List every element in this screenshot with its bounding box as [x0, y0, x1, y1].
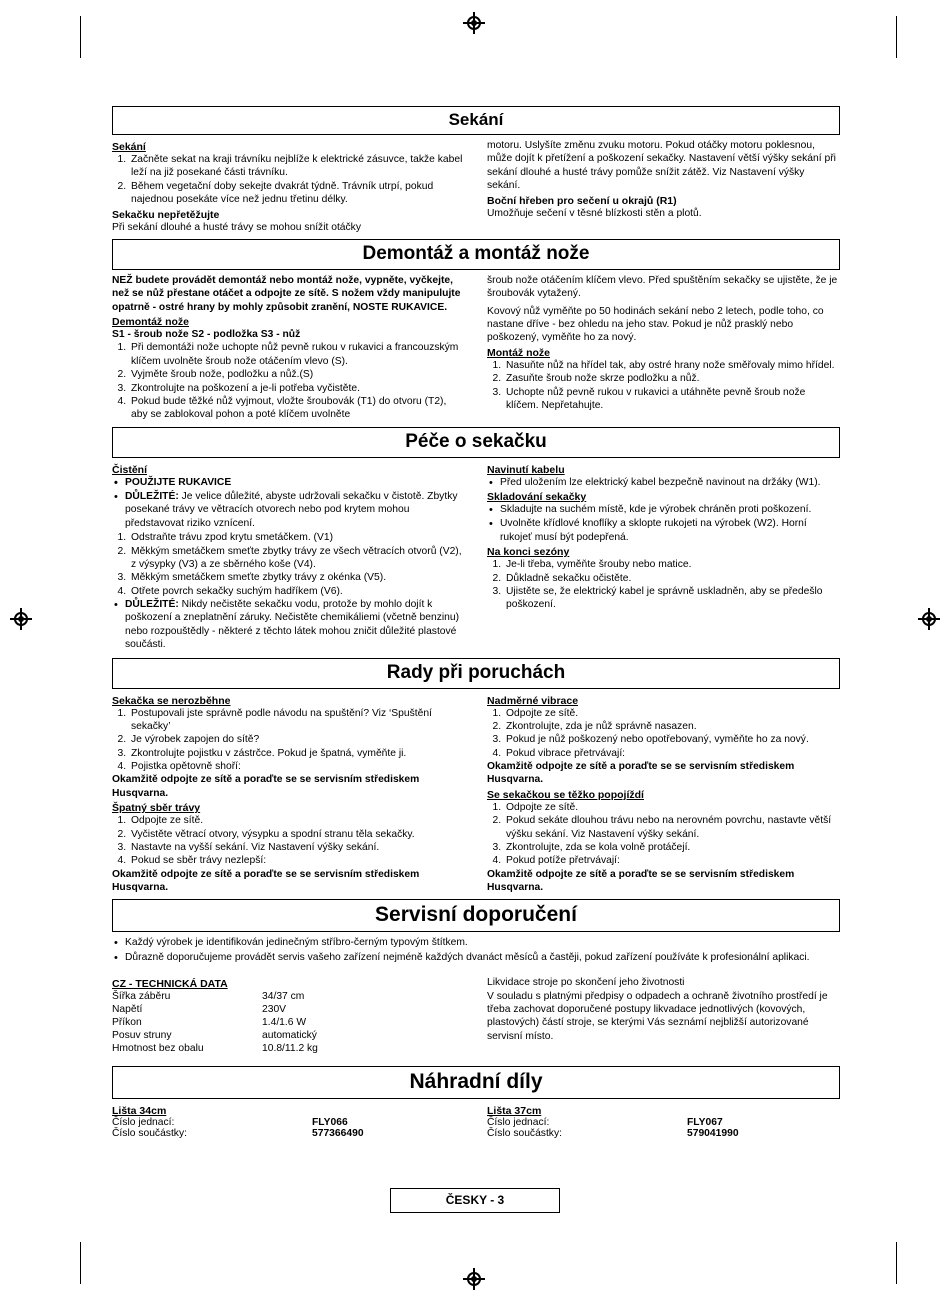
registration-mark-top: [463, 12, 485, 34]
important-label: DŮLEŽITÉ:: [125, 491, 179, 502]
demontaz-legend: S1 - šroub nože S2 - podložka S3 - nůž: [112, 329, 301, 340]
table-row: [112, 1016, 318, 1029]
popojizdi-list: [487, 801, 840, 868]
list-item: 4. Pokud bude těžké nůž vyjmout, vložte šroubovák (T1) do otvoru (T2), aby se zablokoval pohon a poté klíčem uvolněte: [129, 395, 465, 422]
list-item: 4. Pokud potíže přetrvávají:: [504, 854, 840, 867]
cisteni-bullets: [112, 476, 465, 531]
specs-right-column: [487, 976, 840, 1055]
list-item: 2. Vyjměte šroub nože, podložku a nůž.(S): [129, 368, 465, 381]
spec-value: 1.4/1.6 W: [262, 1017, 307, 1029]
list-item: 4. Pokud vibrace přetrvávají:: [504, 747, 840, 760]
page-footer: ČESKY - 3: [390, 1188, 560, 1213]
table-row: [112, 1003, 318, 1016]
list-item: 2. Zasuňte šroub nože skrze podložku a nůž.: [504, 372, 840, 385]
list-item: 2. Důkladně sekačku očistěte.: [504, 572, 840, 585]
list-item: 2. Měkkým smetáčkem smeťte zbytky trávy ze všech větracích otvorů (V2), z výsypky (V3) a ze sběrného koše (V4).: [129, 545, 465, 572]
list-item: [125, 490, 465, 530]
spatny-sber-warning: Okamžitě odpojte ze sítě a poraďte se se servisním střediskem Husqvarna.: [112, 868, 420, 893]
section-title-rady: Rady při poruchách: [112, 658, 840, 689]
crop-mark-top-left: [80, 16, 81, 58]
list-item: 1. Začněte sekat na kraji trávníku nejblíže k elektrické zásuvce, takže kabel leží na již posekané části trávníku.: [129, 153, 465, 180]
list-item: 3. Ujistěte se, že elektrický kabel je správně uskladněn, aby se předešlo poškození.: [504, 585, 840, 612]
list-item: 1. Odpojte ze sítě.: [129, 814, 465, 827]
sekani-edge-comb-text: Umožňuje sečení v těsné blízkosti stěn a plotů.: [487, 207, 702, 219]
spec-value: 230V: [262, 1004, 287, 1016]
spec-value: 34/37 cm: [262, 991, 305, 1003]
list-item: 1. Při demontáži nože uchopte nůž pevně rukou v rukavici a francouzským klíčem uvolněte šroub nože otáčením vlevo (S).: [129, 341, 465, 368]
list-item: 1. Nasuňte nůž na hřídel tak, aby ostré hrany nože směřovaly mimo hřídel.: [504, 359, 840, 372]
list-item: 3. Měkkým smetáčkem smeťte zbytky trávy z okénka (V5).: [129, 571, 465, 584]
spec-label: Šířka záběru: [112, 991, 171, 1003]
sekani-right-column: [487, 139, 840, 234]
specs-title: CZ - TECHNICKÁ DATA: [112, 978, 228, 991]
rady-left-column: [112, 693, 465, 895]
cisteni-heading: Čistění: [112, 463, 148, 476]
section-title-sekani: Sekání: [112, 106, 840, 135]
list-item: 4. Otřete povrch sekačky suchým hadříkem (V6).: [129, 585, 465, 598]
rady-right-column: [487, 693, 840, 895]
spec-label: Posuv struny: [112, 1030, 172, 1042]
popojizdi-warning: Okamžitě odpojte ze sítě a poraďte se se servisním střediskem Husqvarna.: [487, 868, 795, 893]
document-content: [112, 106, 840, 1139]
specs-table: [112, 990, 318, 1055]
list-item: • Uvolněte křídlové knoflíky a sklopte rukojeti na výrobek (W2). Horní rukojeť musí být podepřená.: [500, 517, 840, 544]
list-item: 2. Vyčistěte větrací otvory, výsypku a spodní stranu těla sekačky.: [129, 828, 465, 841]
spec-value: 10.8/11.2 kg: [262, 1043, 318, 1055]
spec-label: Hmotnost bez obalu: [112, 1043, 204, 1055]
parts-heading: Lišta 37cm: [487, 1105, 542, 1118]
parts-row: [487, 1128, 840, 1139]
parts-label: Číslo jednací:: [112, 1117, 175, 1129]
sekani-heading-overload: Sekačku nepřetěžujte: [112, 208, 220, 221]
sekani-continued-text: motoru. Uslyšíte změnu zvuku motoru. Pokud otáčky motoru poklesnou, může dojít k přetížení a poškození sekačky. Nastavení větší výšky sekání při sekání dlouhé a husté trávy pomůže snížit zátěž. Viz Nastavení výšky sekání.: [487, 140, 836, 192]
parts-value: 577366490: [312, 1128, 364, 1140]
pece-right-column: [487, 462, 840, 653]
crop-mark-bottom-right: [896, 1242, 897, 1284]
registration-mark-left: [10, 608, 32, 630]
cisteni-list: [112, 531, 465, 598]
skladovani-bullets: [487, 503, 840, 544]
konec-sezony-heading: Na konci sezóny: [487, 546, 570, 559]
nerozbehne-list: [112, 707, 465, 774]
parts-column-34cm: [112, 1103, 465, 1139]
demontaz-warning: NEŽ budete provádět demontáž nebo montáž nože, vypněte, vyčkejte, než se nůž přestane otáčet a odpojte ze sítě. S nožem vždy manipulujte opatrně - ostré hrany by mohly způsobit zranění, NOSTE RUKAVICE.: [112, 274, 461, 313]
parts-label: Číslo součástky:: [487, 1128, 562, 1140]
montaz-heading: Montáž nože: [487, 346, 550, 359]
list-item: 4. Pokud se sběr trávy nezlepší:: [129, 854, 465, 867]
section-body-rady: [112, 693, 840, 895]
cisteni-bullets-2: [112, 598, 465, 652]
demontaz-continued-text: šroub nože otáčením klíčem vlevo. Před spuštěním sekačky se ujistěte, že je šroubovák vytažený.: [487, 274, 838, 300]
list-item: • Důrazně doporučujeme provádět servis vašeho zařízení nejméně každých dvanáct měsíců a častěji, pokud zařízení používáte k profesionální aplikaci.: [125, 951, 840, 964]
section-title-nahradni-dily: Náhradní díly: [112, 1066, 840, 1099]
list-item: • Před uložením lze elektrický kabel bezpečně navinout na držáky (W1).: [500, 476, 840, 489]
crop-mark-bottom-left: [80, 1242, 81, 1284]
list-item: [125, 598, 465, 652]
skladovani-heading: Skladování sekačky: [487, 491, 587, 503]
important-text: Je velice důležité, abyste udržovali sekačku v čistotě. Zbytky posekané trávy ve větracích otvorech nebo pod krytem mohou představovat riziko vznícení.: [125, 491, 458, 529]
demontaz-right-column: [487, 274, 840, 422]
demontaz-heading: Demontáž nože: [112, 316, 190, 328]
list-item: • POUŽIJTE RUKAVICE: [125, 476, 465, 489]
list-item: 3. Zkontrolujte na poškození a je-li potřeba vyčistěte.: [129, 382, 465, 395]
registration-mark-right: [918, 608, 940, 630]
list-item: 1. Odstraňte trávu zpod krytu smetáčkem. (V1): [129, 531, 465, 544]
vibrace-warning: Okamžitě odpojte ze sítě a poraďte se se servisním střediskem Husqvarna.: [487, 761, 795, 786]
specs-left-column: [112, 976, 465, 1055]
spatny-sber-heading: Špatný sběr trávy: [112, 802, 201, 815]
spec-label: Napětí: [112, 1004, 143, 1016]
konec-sezony-list: [487, 558, 840, 612]
demontaz-list: [112, 341, 465, 421]
list-item: 3. Zkontrolujte pojistku v zástrčce. Pokud je špatná, vyměňte ji.: [129, 747, 465, 760]
sekani-note: Při sekání dlouhé a husté trávy se mohou snížit otáčky: [112, 221, 361, 233]
table-row: [112, 1029, 318, 1042]
parts-row: [112, 1117, 465, 1128]
list-item: 1. Odpojte ze sítě.: [504, 801, 840, 814]
montaz-list: [487, 359, 840, 413]
important-label-2: DŮLEŽITÉ:: [125, 599, 179, 610]
crop-mark-top-right: [896, 16, 897, 58]
nerozbehne-warning: Okamžitě odpojte ze sítě a poraďte se se servisním střediskem Husqvarna.: [112, 774, 420, 799]
parts-value: FLY066: [312, 1117, 348, 1129]
parts-label: Číslo jednací:: [487, 1117, 550, 1129]
list-item: 1. Postupovali jste správně podle návodu na spuštění? Viz ‘Spuštění sekačky’: [129, 707, 465, 734]
popojizdi-heading: Se sekačkou se těžko popojíždí: [487, 788, 644, 801]
sekani-edge-comb-heading: Boční hřeben pro sečení u okrajů (R1): [487, 194, 677, 207]
registration-mark-bottom: [463, 1268, 485, 1290]
parts-section: [112, 1103, 840, 1139]
specs-section: [112, 976, 840, 1055]
parts-value: FLY067: [687, 1117, 723, 1129]
spec-label: Příkon: [112, 1017, 142, 1029]
vibrace-heading: Nadměrné vibrace: [487, 694, 579, 707]
disposal-title: Likvidace stroje po skončení jeho životnosti: [487, 977, 685, 989]
demontaz-blade-replacement-text: Kovový nůž vyměňte po 50 hodinách sekání nebo 2 letech, podle toho, co nastane dříve - bez ohledu na jeho stav. Pokud je nůž prasklý nebo poškozený, vyměňte ho za nový.: [487, 305, 824, 344]
list-item: 3. Nastavte na vyšší sekání. Viz Nastavení výšky sekání.: [129, 841, 465, 854]
sekani-left-column: [112, 139, 465, 234]
section-title-pece: Péče o sekačku: [112, 427, 840, 458]
table-row: [112, 1042, 318, 1055]
section-body-pece: [112, 462, 840, 653]
list-item: 3. Zkontrolujte, zda se kola volně protáčejí.: [504, 841, 840, 854]
navinuti-bullets: [487, 476, 840, 489]
section-body-demontaz: [112, 274, 840, 422]
list-item: • Skladujte na suchém místě, kde je výrobek chráněn proti poškození.: [500, 503, 840, 516]
spec-value: automatický: [262, 1030, 317, 1042]
list-item: 2. Během vegetační doby sekejte dvakrát týdně. Trávník utrpí, pokud najednou posekáte více než jednu třetinu délky.: [129, 180, 465, 207]
spatny-sber-list: [112, 814, 465, 868]
sekani-list: [112, 153, 465, 207]
demontaz-left-column: [112, 274, 465, 422]
table-row: [112, 990, 318, 1003]
servis-bullets: [112, 936, 840, 964]
parts-column-37cm: [487, 1103, 840, 1139]
important-text-2: Nikdy nečistěte sekačku vodu, protože by mohlo dojít k poškození a zneplatnění záruky. Nečistěte chemikáliemi (včetně benzinu) nebo rozpouštědly - některé z těchto látek mohou zničit důležité plastové součásti.: [125, 599, 460, 651]
pece-left-column: [112, 462, 465, 653]
section-title-servis: Servisní doporučení: [112, 899, 840, 932]
list-item: 3. Uchopte nůž pevně rukou v rukavici a utáhněte pevně šroub nože klíčem. Nepřetahujte.: [504, 386, 840, 413]
list-item: 2. Pokud sekáte dlouhou trávu nebo na nerovném povrchu, nastavte větší výšku sekání. Viz Nastavení výšky sekání.: [504, 814, 840, 841]
list-item: 2. Zkontrolujte, zda je nůž správně nasazen.: [504, 720, 840, 733]
parts-heading: Lišta 34cm: [112, 1105, 167, 1118]
list-item: 2. Je výrobek zapojen do sítě?: [129, 733, 465, 746]
parts-value: 579041990: [687, 1128, 739, 1140]
list-item: 4. Pojistka opětovně shoří:: [129, 760, 465, 773]
list-item: • Každý výrobek je identifikován jedinečným stříbro-černým typovým štítkem.: [125, 936, 840, 949]
list-item: 1. Je-li třeba, vyměňte šrouby nebo matice.: [504, 558, 840, 571]
disposal-text: V souladu s platnými předpisy o odpadech a ochraně životního prostředí je třeba zachovat doporučené postupy likvadace jednotlivých (kovových, plastových) částí stroje, se kterými Vás seznámí nejbližší autorizované servisní místo.: [487, 990, 828, 1042]
section-body-sekani: [112, 139, 840, 234]
nerozbehne-heading: Sekačka se nerozběhne: [112, 694, 231, 707]
parts-row: [487, 1117, 840, 1128]
parts-label: Číslo součástky:: [112, 1128, 187, 1140]
parts-row: [112, 1128, 465, 1139]
list-item: 1. Odpojte ze sítě.: [504, 707, 840, 720]
vibrace-list: [487, 707, 840, 761]
sekani-heading: Sekání: [112, 141, 146, 153]
navinuti-heading: Navinutí kabelu: [487, 463, 565, 476]
list-item: 3. Pokud je nůž poškozený nebo opotřebovaný, vyměňte ho za nový.: [504, 733, 840, 746]
section-title-demontaz: Demontáž a montáž nože: [112, 239, 840, 270]
